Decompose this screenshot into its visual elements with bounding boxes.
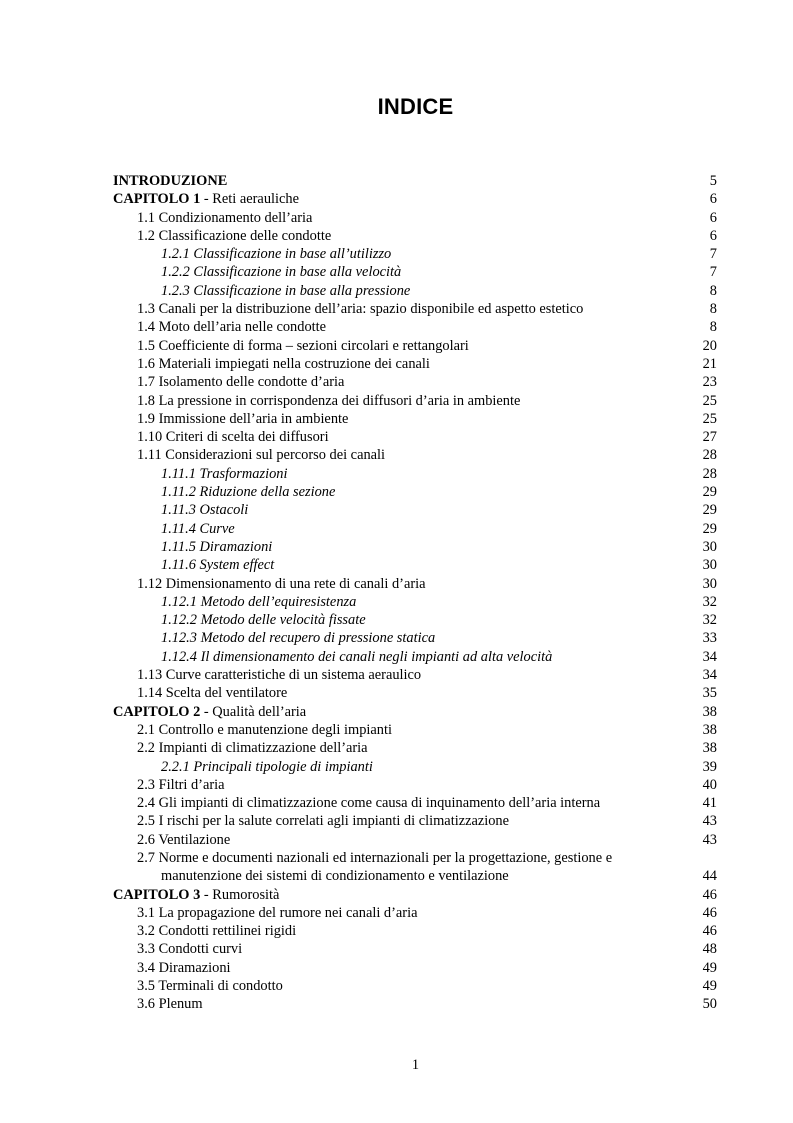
toc-entry (113, 575, 717, 593)
toc-entry-text: 1.4 Moto dell’aria nelle condotte (137, 319, 327, 336)
toc-entry-text: 1.7 Isolamento delle condotte d’aria (137, 374, 345, 391)
toc-entry-label (161, 520, 235, 538)
toc-entry-label (137, 392, 520, 410)
toc-entry (113, 629, 717, 647)
toc-entry (113, 318, 717, 336)
toc-entry-text: - Reti aerauliche (200, 191, 299, 208)
toc-entry-text: 3.3 Condotti curvi (137, 941, 243, 958)
toc-page-number: 30 (702, 557, 717, 574)
toc-page-number: 46 (702, 886, 717, 903)
toc-page-number: 43 (702, 831, 717, 848)
toc-entry-label (161, 593, 356, 611)
toc-entry-text: 1.2 Classificazione delle condotte (137, 227, 332, 244)
toc-entry (113, 282, 717, 300)
toc-entry (113, 849, 717, 867)
toc-entry-text: 1.11.2 Riduzione della sezione (161, 484, 336, 501)
toc-entry-text: 3.5 Terminali di condotto (137, 978, 283, 995)
toc-page-number: 34 (702, 648, 717, 665)
toc-entry-text: - Rumorosità (200, 886, 280, 903)
toc-entry-label (161, 263, 401, 281)
toc-entry-label (161, 629, 435, 647)
toc-page-number: 23 (702, 374, 717, 391)
toc-entry (113, 520, 717, 538)
toc-page-number: 6 (709, 227, 717, 244)
toc-page-number: 6 (709, 209, 717, 226)
toc-entry (113, 483, 717, 501)
toc-entry-text: 1.3 Canali per la distribuzione dell’aria: spazio disponibile ed aspetto estetico (137, 301, 584, 318)
toc-entry-text: 2.6 Ventilazione (137, 831, 231, 848)
toc-entry-text: 1.12 Dimensionamento di una rete di canali d’aria (137, 575, 426, 592)
toc-entry-text: 2.3 Filtri d’aria (137, 776, 225, 793)
toc-entry-text: 1.11 Considerazioni sul percorso dei canali (137, 447, 386, 464)
toc-page-number: 38 (702, 703, 717, 720)
toc-entry (113, 446, 717, 464)
toc-entry-text: 1.9 Immissione dell’aria in ambiente (137, 410, 349, 427)
toc-entry (113, 959, 717, 977)
toc-page-number: 33 (702, 630, 717, 647)
toc-entry-text: 1.6 Materiali impiegati nella costruzione dei canali (137, 355, 430, 372)
toc-entry-text: 1.8 La pressione in corrispondenza dei diffusori d’aria in ambiente (137, 392, 521, 409)
toc-entry-text: 3.2 Condotti rettilinei rigidi (137, 923, 297, 940)
toc-page-number: 34 (702, 667, 717, 684)
toc-page-number: 25 (702, 392, 717, 409)
toc-entry-text: 1.12.1 Metodo dell’equiresistenza (161, 593, 357, 610)
toc-entry (113, 739, 717, 757)
toc-entry (113, 245, 717, 263)
toc-entry (113, 922, 717, 940)
toc-entry-label (137, 355, 430, 373)
toc-entry-label (137, 849, 612, 867)
toc-entry (113, 758, 717, 776)
toc-entry-text: 1.2.2 Classificazione in base alla velocità (161, 264, 402, 281)
toc-entry (113, 703, 717, 721)
toc-entry-label (161, 538, 272, 556)
toc-entry-label (161, 282, 410, 300)
toc-page-number: 20 (702, 337, 717, 354)
toc-entry-label (137, 227, 331, 245)
toc-page-number: 29 (702, 502, 717, 519)
toc-entry (113, 684, 717, 702)
toc-entry-text: 2.2.1 Principali tipologie di impianti (161, 758, 373, 775)
toc-page-number: 40 (702, 776, 717, 793)
toc-page-number: 32 (702, 612, 717, 629)
toc-entry (113, 812, 717, 830)
toc-entry-label (161, 758, 373, 776)
toc-entry-text: manutenzione dei sistemi di condizionamento e ventilazione (161, 868, 509, 885)
toc-entry (113, 227, 717, 245)
toc-entry (113, 209, 717, 227)
toc-entry (113, 501, 717, 519)
toc-chapter-heading: CAPITOLO 1 (113, 191, 201, 208)
toc-entry-label (113, 703, 306, 721)
toc-page-number: 7 (709, 246, 717, 263)
toc-entry (113, 263, 717, 281)
toc-entry (113, 172, 717, 190)
toc-page-number: 29 (702, 484, 717, 501)
toc-page-number: 8 (709, 282, 717, 299)
toc-entry-label (137, 721, 392, 739)
toc-entry (113, 904, 717, 922)
toc-entry-label (113, 172, 227, 190)
toc-entry (113, 428, 717, 446)
toc-page-number: 28 (702, 465, 717, 482)
toc-entry-label (161, 465, 287, 483)
toc-page-number: 25 (702, 410, 717, 427)
toc-entry (113, 867, 717, 885)
toc-entry-label (137, 666, 421, 684)
toc-page-number: 46 (702, 904, 717, 921)
toc-chapter-heading: CAPITOLO 3 (113, 886, 201, 903)
toc-entry (113, 721, 717, 739)
toc-page-number: 30 (702, 575, 717, 592)
toc-entry-label (137, 831, 230, 849)
toc-page-number: 38 (702, 721, 717, 738)
toc-page-number: 29 (702, 520, 717, 537)
toc-entry (113, 831, 717, 849)
toc-entry-label (137, 410, 348, 428)
toc-entry-label (137, 684, 287, 702)
toc-entry (113, 940, 717, 958)
toc-page-number: 44 (702, 868, 717, 885)
toc-entry-label (161, 556, 274, 574)
toc-page-number: 8 (709, 301, 717, 318)
toc-chapter-heading: CAPITOLO 2 (113, 703, 201, 720)
toc-entry (113, 392, 717, 410)
toc-page-number: 35 (702, 685, 717, 702)
toc-page-number: 48 (702, 941, 717, 958)
toc-entry-label (137, 812, 509, 830)
toc-page-number: 7 (709, 264, 717, 281)
toc-entry-text: 1.1 Condizionamento dell’aria (137, 209, 313, 226)
toc-entry (113, 611, 717, 629)
toc-entry (113, 666, 717, 684)
toc-entry-label (137, 318, 326, 336)
toc-entry-label (137, 922, 296, 940)
toc-entry (113, 593, 717, 611)
toc-page-number: 21 (702, 355, 717, 372)
toc-entry-text: 1.12.3 Metodo del recupero di pressione statica (161, 630, 436, 647)
toc-entry-label (161, 245, 391, 263)
toc-entry-label (161, 611, 366, 629)
toc-entry (113, 538, 717, 556)
toc-entry-text: 2.5 I rischi per la salute correlati agli impianti di climatizzazione (137, 813, 510, 830)
toc-page-number: 38 (702, 740, 717, 757)
toc-entry (113, 355, 717, 373)
toc-chapter-heading: INTRODUZIONE (113, 173, 228, 189)
toc-entry (113, 886, 717, 904)
toc-page-number: 6 (709, 191, 717, 208)
toc-page-number: 46 (702, 923, 717, 940)
toc-entry (113, 190, 717, 208)
toc-entry-label (161, 483, 335, 501)
toc-entry-text: 1.11.3 Ostacoli (161, 502, 249, 519)
toc-entry-text: 1.11.1 Trasformazioni (161, 465, 288, 482)
toc-entry-label (161, 501, 248, 519)
toc-entry-text: 1.12.2 Metodo delle velocità fissate (161, 612, 366, 629)
toc-entry (113, 556, 717, 574)
toc-entry (113, 648, 717, 666)
toc-entry (113, 995, 717, 1013)
toc-page-number: 5 (709, 173, 717, 189)
toc-entry-label (161, 648, 552, 666)
toc-entry-text: 3.6 Plenum (137, 996, 203, 1013)
toc-entry-text: 1.2.3 Classificazione in base alla pressione (161, 282, 411, 299)
toc-page-number: 8 (709, 319, 717, 336)
toc-entry-label (137, 739, 368, 757)
toc-entry-label (137, 373, 344, 391)
toc-entry-text: 1.5 Coefficiente di forma – sezioni circolari e rettangolari (137, 337, 469, 354)
toc-entry-label (137, 940, 242, 958)
toc-entry (113, 465, 717, 483)
toc-entry-text: 1.11.4 Curve (161, 520, 235, 537)
toc-entry-text: 1.11.5 Diramazioni (161, 538, 273, 555)
toc-page-number: 27 (702, 429, 717, 446)
toc-entry-text: 1.13 Curve caratteristiche di un sistema aeraulico (137, 667, 422, 684)
toc-entry (113, 410, 717, 428)
toc-entry-label (137, 428, 329, 446)
toc-page-number: 43 (702, 813, 717, 830)
toc-entry-text: 1.14 Scelta del ventilatore (137, 685, 288, 702)
toc-entry-text: 3.4 Diramazioni (137, 959, 231, 976)
toc-entry-text: 1.2.1 Classificazione in base all’utilizzo (161, 246, 392, 263)
toc-entry-label (137, 794, 600, 812)
toc-entry-label (137, 446, 385, 464)
toc-page-number: 30 (702, 538, 717, 555)
toc-entry-text: 2.1 Controllo e manutenzione degli impianti (137, 721, 392, 738)
toc-page-number: 28 (702, 447, 717, 464)
toc-entry-text: 3.1 La propagazione del rumore nei canali d’aria (137, 904, 418, 921)
toc-entry-text: 1.12.4 Il dimensionamento dei canali negli impianti ad alta velocità (161, 648, 553, 665)
page-number: 1 (411, 1057, 420, 1073)
toc-entry-text: 1.10 Criteri di scelta dei diffusori (137, 429, 329, 446)
toc-entry (113, 776, 717, 794)
toc-entry-text: 1.11.6 System effect (161, 557, 275, 574)
toc-entry-label (137, 995, 203, 1013)
toc-entry-label (137, 776, 225, 794)
toc-entry-label (137, 575, 426, 593)
toc-page-number: 41 (702, 795, 717, 812)
toc-page-number: 49 (702, 978, 717, 995)
toc-entry-label (137, 300, 583, 318)
toc-entry-text: - Qualità dell’aria (200, 703, 307, 720)
toc-entry-text: 2.2 Impianti di climatizzazione dell’aria (137, 740, 368, 757)
toc-entry (113, 794, 717, 812)
toc-entry-label (113, 886, 279, 904)
toc-entry-label (137, 959, 231, 977)
toc-entry (113, 300, 717, 318)
toc-entry-label (137, 904, 417, 922)
toc-page-number: 32 (702, 593, 717, 610)
toc-entry-label (137, 209, 312, 227)
page-title: INDICE (377, 94, 454, 119)
toc-entry (113, 977, 717, 995)
table-of-contents (113, 172, 717, 1014)
toc-entry-label (113, 190, 299, 208)
toc-entry-text: 2.4 Gli impianti di climatizzazione come causa di inquinamento dell’aria interna (137, 795, 601, 812)
toc-entry-label (137, 337, 469, 355)
toc-page-number: 50 (702, 996, 717, 1013)
toc-entry (113, 373, 717, 391)
toc-entry-label (161, 867, 509, 885)
toc-entry (113, 337, 717, 355)
toc-page-number: 49 (702, 959, 717, 976)
toc-entry-label (137, 977, 283, 995)
toc-page-number: 39 (702, 758, 717, 775)
toc-entry-text: 2.7 Norme e documenti nazionali ed internazionali per la progettazione, gestione e (137, 849, 613, 866)
